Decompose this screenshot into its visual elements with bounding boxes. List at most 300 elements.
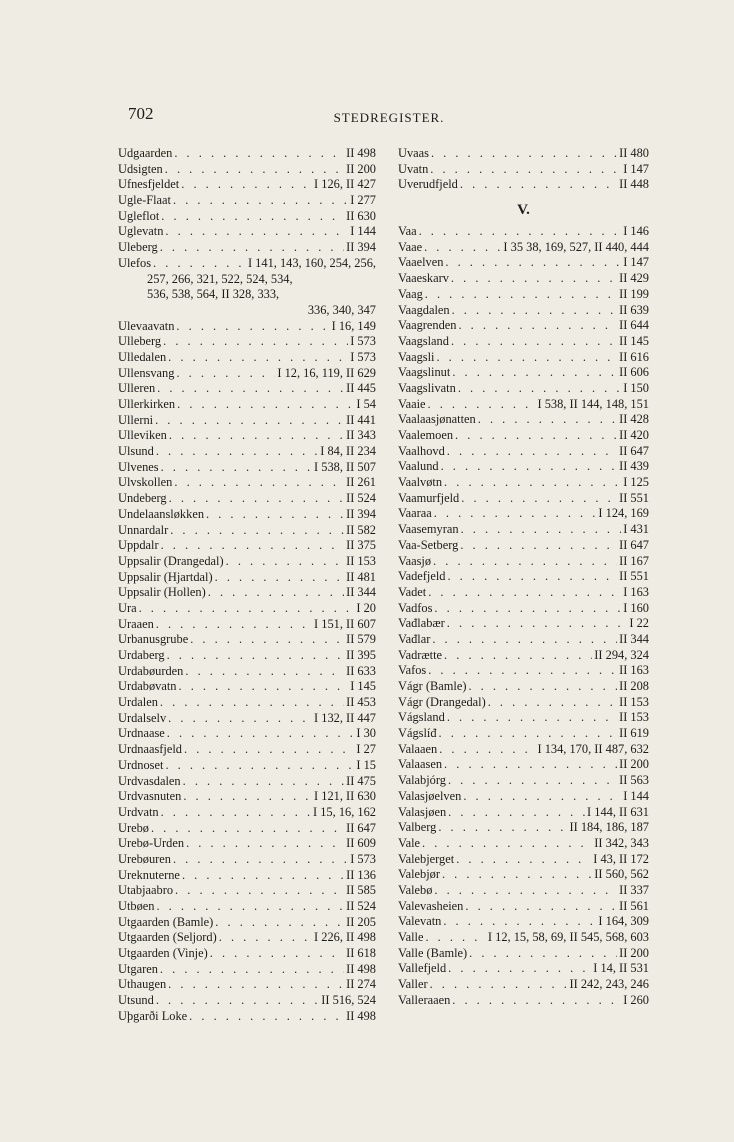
entry-reference: II 585 [346, 883, 376, 898]
dot-leader [458, 318, 617, 334]
entry-name: Ulefos [118, 255, 152, 270]
entry-reference: I 147 [623, 255, 649, 270]
entry-name: Urebø [118, 820, 149, 835]
index-column-left [118, 146, 376, 1025]
entry-name: Vaagslivatn [398, 380, 456, 395]
entry-reference: II 619 [619, 726, 649, 741]
entry-name: Ullerni [118, 412, 154, 427]
entry-name: Uthaugen [118, 977, 167, 992]
index-entry [398, 224, 649, 240]
entry-name: Vaae [398, 239, 423, 254]
entry-reference: I 125 [623, 475, 649, 490]
entry-name: Valabjórg [398, 773, 446, 788]
entry-name: Undeberg [118, 491, 167, 506]
entry-reference: II 163 [619, 663, 649, 678]
entry-reference: II 200 [619, 945, 649, 960]
dot-leader [452, 303, 617, 319]
index-entry [398, 350, 649, 366]
dot-leader [208, 585, 344, 601]
entry-name: Vaagslinut [398, 365, 451, 380]
entry-reference: II 274 [346, 977, 376, 992]
index-entry [398, 663, 649, 679]
entry-reference: II 445 [346, 381, 376, 396]
entry-reference: II 439 [619, 459, 649, 474]
dot-leader [447, 710, 617, 726]
index-entry [118, 491, 376, 507]
dot-leader [439, 726, 618, 742]
index-entry [118, 632, 376, 648]
dot-leader [444, 648, 592, 664]
entry-name: Vadefjeld [398, 569, 446, 584]
dot-leader [447, 569, 617, 585]
entry-name: Valasjøelven [398, 788, 462, 803]
dot-leader [181, 177, 312, 193]
dot-leader [444, 475, 621, 491]
index-entry [118, 695, 376, 711]
index-entry [118, 836, 376, 852]
entry-name: Uleberg [118, 240, 158, 255]
entry-reference: II 394 [346, 506, 376, 521]
entry-reference: I 538, II 507 [314, 459, 376, 474]
entry-name: Vaagrenden [398, 318, 457, 333]
entry-name: Vađlabær [398, 616, 445, 631]
index-entry [398, 522, 649, 538]
entry-reference: I 151, II 607 [314, 616, 376, 631]
dot-leader [165, 224, 348, 240]
index-entry [118, 193, 376, 209]
index-entry [118, 381, 376, 397]
entry-name: Vaalvøtn [398, 475, 443, 490]
index-entry [118, 899, 376, 915]
entry-reference: II 475 [346, 773, 376, 788]
entry-name: Valevatn [398, 914, 442, 929]
index-entry [398, 883, 649, 899]
index-entry [118, 475, 376, 491]
index-entry [118, 272, 376, 288]
entry-name: Vaasjø [398, 553, 432, 568]
entry-name: Valleraaen [398, 992, 451, 1007]
entry-reference: I 121, II 630 [314, 789, 376, 804]
dot-leader [139, 601, 355, 617]
entry-name: Uvaas [398, 146, 429, 160]
dot-leader [160, 962, 344, 978]
index-entry [118, 852, 376, 868]
entry-reference: II 394 [346, 240, 376, 255]
entry-reference: II 344 [619, 631, 649, 646]
entry-name: Valaasen [398, 757, 443, 772]
entry-reference: I 27 [356, 742, 376, 757]
entry-reference: I 124, 169 [598, 506, 649, 521]
entry-reference: II 579 [346, 632, 376, 647]
index-entry [118, 523, 376, 539]
dot-leader [430, 162, 621, 178]
entry-reference: I 16, 149 [331, 318, 376, 333]
entry-reference: II 639 [619, 302, 649, 317]
entry-name: Urdalen [118, 695, 158, 710]
index-group-v [398, 224, 649, 1008]
entry-reference: I 164, 309 [598, 914, 649, 929]
index-entry [398, 632, 649, 648]
entry-reference: I 144 [350, 224, 376, 239]
index-entry [398, 491, 649, 507]
dot-leader [439, 742, 535, 758]
entry-name: Valevasheien [398, 898, 464, 913]
index-entry [398, 569, 649, 585]
dot-leader [443, 914, 596, 930]
entry-reference: II 560, 562 [594, 867, 649, 882]
index-entry [118, 758, 376, 774]
index-entry [398, 177, 649, 193]
entry-reference: II 242, 243, 246 [569, 977, 649, 992]
index-entry [118, 507, 376, 523]
index-entry [398, 773, 649, 789]
entry-name: Unnardalr [118, 522, 169, 537]
dot-leader [441, 459, 617, 475]
dot-leader [169, 491, 344, 507]
entry-reference: II 153 [619, 710, 649, 725]
index-entry [118, 319, 376, 335]
entry-reference: I 147 [623, 161, 649, 176]
dot-leader [184, 742, 354, 758]
index-entry [398, 365, 649, 381]
entry-name: Utbøen [118, 899, 155, 913]
entry-reference: II 205 [346, 914, 376, 929]
dot-leader [432, 632, 617, 648]
dot-leader [422, 836, 592, 852]
entry-reference: II 481 [346, 569, 376, 584]
entry-name: Vadet [398, 584, 427, 599]
entry-reference: II 261 [346, 475, 376, 490]
dot-leader [183, 774, 344, 790]
dot-leader [153, 256, 246, 272]
entry-reference: II 294, 324 [594, 647, 649, 662]
entry-name: Utsund [118, 993, 154, 1008]
entry-reference: I 132, II 447 [314, 710, 376, 725]
dot-leader [465, 899, 617, 915]
entry-name: Urdalselv [118, 710, 167, 725]
entry-reference: I 160 [623, 600, 649, 615]
index-entry [118, 648, 376, 664]
dot-leader [219, 930, 312, 946]
dot-leader [174, 475, 344, 491]
entry-reference: II 563 [619, 773, 649, 788]
index-entry [398, 946, 649, 962]
index-entry [118, 303, 376, 319]
index-entry [118, 209, 376, 225]
dot-leader [157, 381, 344, 397]
entry-name: Uverudfjeld [398, 177, 458, 192]
entry-name: Urdnaase [118, 726, 165, 741]
dot-leader [168, 350, 348, 366]
index-entry [118, 350, 376, 366]
entry-reference: I 22 [629, 616, 649, 631]
dot-leader [448, 805, 585, 821]
entry-name: Vaasemyran [398, 522, 459, 537]
entry-name: Valaaen [398, 741, 438, 756]
entry-name: Uppsalir (Hollen) [118, 585, 206, 600]
index-entry [118, 742, 376, 758]
dot-leader [433, 554, 617, 570]
entry-name: Vaaelven [398, 255, 444, 270]
entry-name: Ullerkirken [118, 397, 176, 411]
entry-name: Ulleren [118, 381, 156, 396]
dot-leader [156, 444, 318, 460]
entry-reference: II 167 [619, 553, 649, 568]
dot-leader [189, 1009, 344, 1025]
entry-reference: II 448 [619, 177, 649, 192]
dot-leader [190, 632, 344, 648]
entry-name: Uppsalir (Hjartdal) [118, 569, 213, 584]
entry-reference: II 561 [619, 898, 649, 913]
index-entry [118, 224, 376, 240]
entry-reference: II 551 [619, 490, 649, 505]
index-entry [398, 914, 649, 930]
running-head-title: STEDREGISTER. [333, 110, 445, 125]
dot-leader [177, 397, 354, 413]
entry-name: Urdabøurden [118, 663, 184, 678]
index-entry [118, 256, 376, 272]
index-entry [118, 366, 376, 382]
index-entry [398, 538, 649, 554]
index-entry [398, 993, 649, 1009]
index-entry [398, 695, 649, 711]
section-letter-heading: V. [517, 202, 530, 219]
entry-name: Vallefjeld [398, 961, 447, 976]
index-entry [398, 930, 649, 946]
entry-name: Vaalaasjønatten [398, 412, 476, 427]
index-entry [398, 805, 649, 821]
entry-reference: I 260 [623, 992, 649, 1007]
entry-name: Urdabøvatn [118, 679, 177, 694]
entry-reference: I 14, II 531 [593, 961, 649, 976]
entry-reference: II 453 [346, 695, 376, 710]
dot-leader [448, 961, 591, 977]
entry-reference: I 144, II 631 [587, 804, 649, 819]
entry-name: Utgaren [118, 961, 158, 976]
entry-name: Uppdalr [118, 538, 159, 553]
entry-reference: II 516, 524 [321, 993, 376, 1008]
entry-name: Vaagsland [398, 333, 449, 348]
dot-leader [452, 993, 621, 1009]
index-entry [398, 412, 649, 428]
entry-reference: II 606 [619, 365, 649, 380]
entry-name: Urdvasdalen [118, 773, 181, 788]
dot-leader [468, 679, 617, 695]
dot-leader [461, 491, 617, 507]
entry-reference: II 337 [619, 882, 649, 897]
index-entry [398, 616, 649, 632]
dot-leader [151, 821, 344, 837]
index-entry [118, 460, 376, 476]
index-entry [398, 459, 649, 475]
entry-name: Urdaberg [118, 648, 165, 662]
index-entry [398, 334, 649, 350]
entry-reference: I 141, 143, 160, 254, 256, [247, 255, 376, 270]
index-entry [398, 648, 649, 664]
entry-name: Urdvasnuten [118, 789, 182, 804]
index-entry [118, 883, 376, 899]
dot-leader [434, 883, 617, 899]
index-entry [118, 177, 376, 193]
entry-reference: II 153 [619, 694, 649, 709]
dot-leader [447, 616, 628, 632]
entry-reference: I 12, 16, 119, II 629 [277, 365, 376, 380]
entry-name: Vaag [398, 286, 423, 301]
entry-name: Vaaraa [398, 506, 432, 521]
index-entry [118, 962, 376, 978]
dot-leader [458, 381, 621, 397]
index-entry [118, 930, 376, 946]
entry-name: Ulledalen [118, 349, 167, 364]
index-entry [118, 805, 376, 821]
entry-name: Utgaarden (Seljord) [118, 930, 217, 945]
entry-reference: I 15 [356, 757, 376, 772]
dot-leader [170, 523, 344, 539]
dot-leader [425, 930, 485, 946]
dot-leader [182, 868, 344, 884]
entry-name: Vágr (Bamle) [398, 679, 467, 693]
entry-name: Ureknuterne [118, 867, 180, 882]
dot-leader [434, 601, 621, 617]
dot-leader [155, 413, 344, 429]
entry-name: Valberg [398, 820, 437, 835]
dot-leader [452, 365, 617, 381]
entry-reference: I 126, II 427 [314, 177, 376, 192]
entry-name: Urdnoset [118, 757, 164, 772]
dot-leader [425, 287, 617, 303]
index-entry [118, 789, 376, 805]
index-entry [398, 287, 649, 303]
index-column-right [398, 146, 649, 1008]
entry-reference: I 538, II 144, 148, 151 [537, 396, 649, 411]
index-entry [118, 664, 376, 680]
index-entry [398, 240, 649, 256]
index-entry [398, 601, 649, 617]
dot-leader [165, 162, 344, 178]
dot-leader [444, 757, 617, 773]
index-entry [398, 757, 649, 773]
index-entry [118, 397, 376, 413]
entry-name: Vágslíđ [398, 726, 437, 741]
dot-leader [447, 444, 617, 460]
entry-reference: 257, 266, 321, 522, 524, 534, [147, 271, 293, 286]
entry-reference: I 54 [356, 397, 376, 411]
index-entry [398, 444, 649, 460]
index-entry [398, 836, 649, 852]
entry-reference: I 43, II 172 [593, 851, 649, 866]
entry-name: Ulevaavatn [118, 318, 175, 333]
entry-name: Udgaarden [118, 146, 173, 160]
entry-name: Vaaie [398, 396, 426, 411]
entry-name: Vadfos [398, 600, 433, 615]
dot-leader [160, 695, 344, 711]
dot-leader [442, 867, 592, 883]
entry-reference: I 35 38, 169, 527, II 440, 444 [503, 239, 649, 254]
dot-leader [165, 758, 354, 774]
entry-reference: I 12, 15, 58, 69, II 545, 568, 603 [487, 930, 649, 944]
entry-name: Ullensvang [118, 365, 175, 380]
dot-leader [167, 726, 355, 742]
entry-name: Valebjerget [398, 851, 455, 866]
index-entry [118, 240, 376, 256]
entry-name: Utgaarden (Bamle) [118, 914, 214, 929]
dot-leader [215, 570, 344, 586]
dot-leader [469, 946, 617, 962]
entry-name: Vágsland [398, 710, 445, 725]
entry-reference: II 343 [346, 428, 376, 443]
entry-name: Urdvatn [118, 804, 159, 819]
dot-leader [445, 255, 621, 271]
entry-reference: I 20 [356, 600, 376, 615]
dot-leader [424, 240, 501, 256]
dot-leader [156, 993, 319, 1009]
entry-reference: II 342, 343 [594, 835, 649, 850]
index-entry [398, 585, 649, 601]
entry-reference: I 277 [350, 193, 376, 208]
dot-leader [430, 977, 568, 993]
entry-name: Uppsalir (Drangedal) [118, 553, 224, 568]
entry-reference: II 395 [346, 648, 376, 662]
dot-leader [163, 334, 348, 350]
dot-leader [183, 789, 312, 805]
index-entry [118, 413, 376, 429]
entry-name: Urebø-Urden [118, 836, 185, 851]
index-entry [398, 506, 649, 522]
index-entry [398, 554, 649, 570]
index-entry [118, 726, 376, 742]
entry-reference: II 498 [346, 961, 376, 976]
index-entry [118, 993, 376, 1009]
index-entry [398, 961, 649, 977]
dot-leader [168, 977, 344, 993]
entry-reference: II 145 [619, 333, 649, 348]
entry-name: Valler [398, 977, 428, 992]
dot-leader [428, 585, 621, 601]
entry-reference: I 30 [356, 726, 376, 741]
index-entry [398, 820, 649, 836]
entry-name: Utabjaabro [118, 883, 174, 898]
entry-name: Valebø [398, 882, 433, 897]
entry-reference: II 647 [619, 443, 649, 458]
dot-leader [488, 695, 617, 711]
entry-name: Urbanusgrube [118, 632, 189, 647]
index-entry [118, 617, 376, 633]
entry-reference: II 582 [346, 522, 376, 537]
index-group-u [398, 146, 649, 193]
entry-reference: II 136 [346, 867, 376, 882]
entry-reference: II 524 [346, 899, 376, 913]
dot-leader [169, 428, 344, 444]
index-entry [398, 271, 649, 287]
index-entry [118, 554, 376, 570]
entry-reference: II 199 [619, 286, 649, 301]
index-entry [398, 726, 649, 742]
index-entry [398, 852, 649, 868]
index-entry [118, 601, 376, 617]
entry-name: Utgaarden (Vinje) [118, 946, 208, 961]
entry-reference: II 200 [619, 757, 649, 772]
dot-leader [226, 554, 344, 570]
entry-name: Urdnaasfjeld [118, 742, 182, 757]
entry-reference: II 153 [346, 553, 376, 568]
entry-reference: II 647 [619, 537, 649, 552]
dot-leader [160, 240, 344, 256]
entry-name: Vaagsli [398, 349, 435, 364]
entry-reference: II 618 [346, 946, 376, 961]
entry-name: Undelaansløkken [118, 506, 205, 521]
entry-name: Ura [118, 600, 137, 615]
dot-leader [179, 679, 349, 695]
